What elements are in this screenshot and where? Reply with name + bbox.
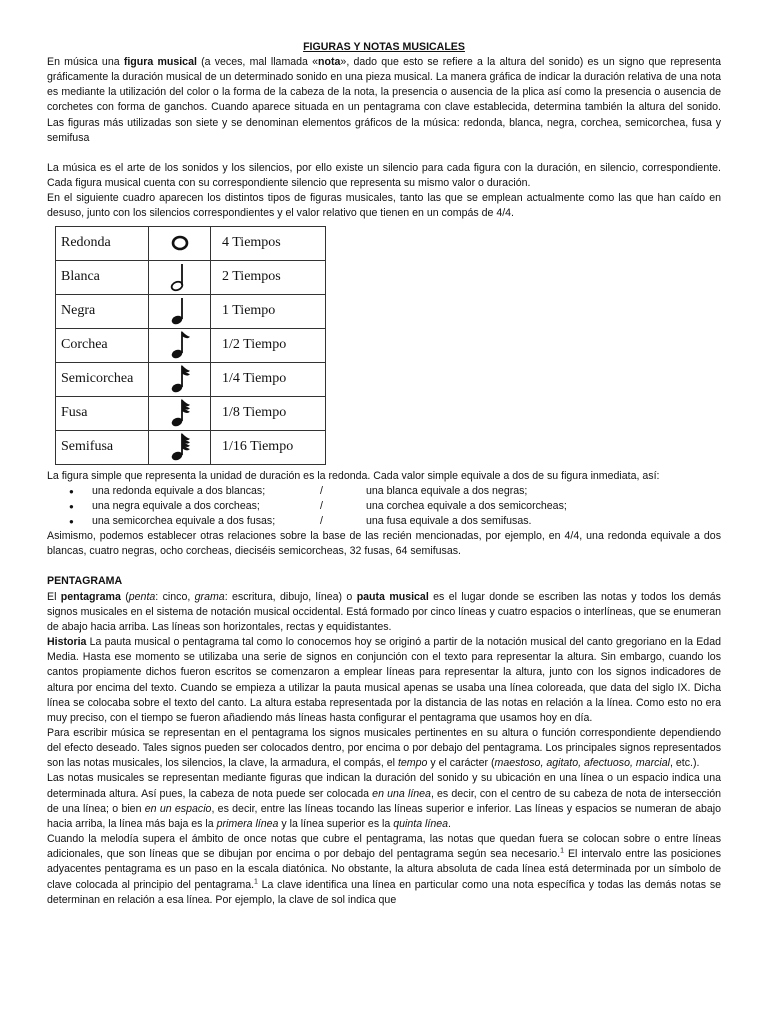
figure-value: 1/4 Tiempo: [211, 362, 326, 396]
document-page: [47, 40, 721, 908]
intro-paragraph-3: En el siguiente cuadro aparecen los distintos tipos de figuras musicales, tanto las que se emplean actualmente como las que han caído en desuso, junto con los silencios correspondientes y el valor relativo que tienen en un compás de 4/4.: [47, 192, 721, 220]
figure-value: 1/8 Tiempo: [211, 396, 326, 430]
notes-text: y la línea superior es la: [278, 817, 394, 830]
melody-text: Cuando la melodía supera el ámbito de once notas que cubre el pentagrama, las notas que quedan fuera se colocan sobre o entre líneas adicionales, que son líneas que se dibujan por encima o por debajo del pentagrama según sea necesario.: [47, 833, 721, 861]
en-un-espacio-term: en un espacio: [144, 802, 212, 815]
melody-text: El intervalo entre las posiciones adyacentes pentagrama es un paso en la escala diatónica. No obstante, la altura absoluta de cada línea está determinada por un símbolo de clave colocada al principio del pentagrama.: [47, 848, 721, 891]
pentagrama-text: El: [47, 590, 61, 603]
figure-symbol-cell: [149, 362, 211, 396]
figures-table: [55, 226, 326, 465]
figure-value: 1/2 Tiempo: [211, 328, 326, 362]
melody-paragraph: [47, 832, 721, 908]
quarter-note-icon: [149, 296, 210, 326]
equivalence-right: una corchea equivale a dos semicorcheas;: [366, 499, 567, 512]
notes-text: Las notas musicales se representan mediante figuras que indican la duración del sonido y su ubicación en una línea o un espacio indica una determinada altura. Así pues, la cabeza de nota puede ser colocada: [47, 772, 721, 800]
unit-paragraph: La figura simple que representa la unidad de duración es la redonda. Cada valor simple equivale a dos de su figura inmediata, así:: [47, 469, 660, 482]
character-terms: maestoso, agitato, afectuoso, marcial: [494, 757, 670, 770]
notes-text: , es decir, entre las líneas tocando las líneas superior e inferior. Las líneas y espacios se numeran de abajo hacia arriba, la línea más baja es la: [47, 802, 721, 830]
writing-text: , etc.).: [670, 757, 700, 770]
bullet-icon: [47, 499, 92, 514]
eighth-note-icon: [149, 330, 210, 360]
figure-name: Blanca: [56, 260, 149, 294]
writing-text: Para escribir música se representan en el pentagrama los signos musicales pertinentes en su altura o función correspondiente dependiendo del efecto deseado. Tales signos pueden ser colocados dentro, por encima o por debajo del pentagrama. Los principales signos representados son las notas musicales, los silencios, la clave, la armadura, el compás, el: [47, 727, 721, 770]
equivalence-separator: /: [320, 515, 323, 527]
en-una-linea-term: en una línea: [372, 787, 431, 800]
figure-symbol-cell: [149, 430, 211, 464]
equivalence-list: [47, 484, 721, 529]
table-row: [56, 430, 326, 464]
history-paragraph: [47, 635, 721, 726]
equivalence-separator: /: [320, 484, 323, 497]
bullet-icon: [47, 514, 92, 529]
pentagrama-definition: [47, 590, 721, 635]
footnote-ref[interactable]: 1: [560, 847, 565, 855]
table-row: [56, 260, 326, 294]
footnote-ref[interactable]: 1: [254, 878, 258, 886]
table-row: [56, 226, 326, 260]
intro-paragraph-1: [47, 55, 721, 146]
pentagrama-term: pentagrama: [60, 590, 121, 603]
quinta-linea-term: quinta línea: [393, 817, 449, 830]
figure-name: Redonda: [56, 226, 149, 260]
whole-note-icon: [149, 228, 210, 258]
intro-paragraph-2: La música es el arte de los sonidos y los silencios, por ello existe un silencio para cada figura con la duración, en silencio, correspondiente. Cada figura musical cuenta con su correspondiente silencio que representa su mismo valor o duración.: [47, 161, 721, 190]
pentagrama-text: es el lugar donde se escriben las notas y todos los demás signos musicales en el sistema de notación musical occidental. Está formado por cinco líneas y cuatro espacios o interlíneas, que se enumeran de abajo hacia arriba. Las líneas son horizontales, rectas y equidistantes.: [47, 590, 721, 633]
figure-name: Negra: [56, 294, 149, 328]
table-row: [56, 294, 326, 328]
intro-text: », dado que esto se refiere a la altura del sonido) es un signo que representa gráficamente la duración musical de un determinado sonido en una pieza musical. La manera gráfica de indicar la duración relativa de una nota es mediante la utilización del color o la forma de la cabeza de la nota, la presencia o ausencia de la plica así como la presencia o ausencia de corchetes con forma de ganchos. Cuando aparece situada en un pentagrama con clave establecida, determina también la altura del sonido. Las figuras más utilizadas son siete y se denominan elementos gráficos de la música: redonda, blanca, negra, corchea, semicorchea, fusa y semifusa: [47, 56, 721, 144]
equivalence-right: una fusa equivale a dos semifusas.: [366, 515, 532, 527]
figure-value: 1/16 Tiempo: [211, 430, 326, 464]
figure-value: 4 Tiempos: [211, 226, 326, 260]
figure-symbol-cell: [149, 328, 211, 362]
pauta-musical-term: pauta musical: [356, 590, 429, 603]
sixty-fourth-note-icon: [149, 432, 210, 462]
figure-name: Semicorchea: [56, 362, 149, 396]
pentagrama-heading: [47, 574, 721, 589]
table-row: [56, 328, 326, 362]
grama-term: grama: [194, 590, 225, 603]
pentagrama-heading-text: PENTAGRAMA: [47, 575, 123, 588]
list-item: [47, 514, 721, 529]
figure-symbol-cell: [149, 294, 211, 328]
figure-value: 1 Tiempo: [211, 294, 326, 328]
figure-symbol-cell: [149, 396, 211, 430]
thirty-second-note-icon: [149, 398, 210, 428]
notes-text: .: [448, 817, 451, 830]
figure-symbol-cell: [149, 260, 211, 294]
pentagrama-text: : cinco,: [155, 590, 195, 603]
list-item: [47, 484, 721, 499]
melody-text: La clave identifica una línea en particular como una nota específica y todas las demás notas se determinan en relación a esa línea. Por ejemplo, la clave de sol indica que: [47, 878, 722, 906]
sixteenth-note-icon: [149, 364, 210, 394]
primera-linea-term: primera línea: [216, 817, 279, 830]
bullet-icon: [47, 484, 92, 499]
intro-text: En música una: [47, 56, 124, 68]
writing-text: y el carácter (: [427, 757, 495, 770]
figure-value: 2 Tiempos: [211, 260, 326, 294]
pentagrama-text: (: [120, 590, 129, 603]
equivalence-left: una redonda equivale a dos blancas;: [92, 484, 266, 497]
table-row: [56, 396, 326, 430]
page-title: FIGURAS Y NOTAS MUSICALES: [303, 41, 465, 53]
penta-term: penta: [128, 590, 156, 603]
tempo-term: tempo: [397, 757, 428, 770]
history-label: Historia: [47, 636, 87, 649]
nota-term: nota: [318, 56, 341, 68]
figure-name: Semifusa: [56, 430, 149, 464]
figure-name: Corchea: [56, 328, 149, 362]
equivalence-separator: /: [320, 499, 323, 512]
history-text: La pauta musical o pentagrama tal como lo conocemos hoy se originó a partir de la notación musical del canto gregoriano en la Edad Media. Hasta ese momento se utilizaba una serie de signos en conjunción con el texto para representar la altura. Sin embargo, cuando los cantos propiamente dichos fueron escritos se comenzaron a emplear líneas para representar la altura, junto con los signos indicadores de altura por encima del texto. Cuando se empieza a utilizar la pauta musical apenas se usaba una línea coloreada, que data del siglo IX. Dicha línea se colocaba sobre el texto del canto. La altura estaba representada por la distancia de las notas en relación a la línea. Como esto no era muy preciso, con el tiempo se fueron añadiendo más líneas hasta configurar el pentagrama que usamos hoy en día.: [47, 636, 721, 724]
pentagrama-text: : escritura, dibujo, línea) o: [224, 590, 357, 603]
notes-paragraph: [47, 771, 721, 832]
table-row: [56, 362, 326, 396]
list-item: [47, 499, 721, 514]
relations-paragraph: Asimismo, podemos establecer otras relaciones sobre la base de las recién mencionadas, por ejemplo, en 4/4, una redonda equivale a dos blancas, cuatro negras, ocho corcheas, dieciséis semicorcheas, 32 fusas, 64 semifusas.: [47, 530, 721, 558]
figure-symbol-cell: [149, 226, 211, 260]
notes-text: , es decir, con el centro de su cabeza de nota de intersección de una línea; o bien: [47, 787, 721, 815]
equivalence-right: una blanca equivale a dos negras;: [366, 484, 528, 497]
half-note-icon: [149, 262, 210, 292]
figura-musical-term: figura musical: [123, 56, 197, 68]
writing-paragraph: [47, 726, 721, 771]
figure-name: Fusa: [56, 396, 149, 430]
equivalence-left: una negra equivale a dos corcheas;: [92, 499, 260, 512]
equivalence-left: una semicorchea equivale a dos fusas;: [92, 515, 276, 527]
intro-text: (a veces, mal llamada «: [196, 56, 319, 68]
